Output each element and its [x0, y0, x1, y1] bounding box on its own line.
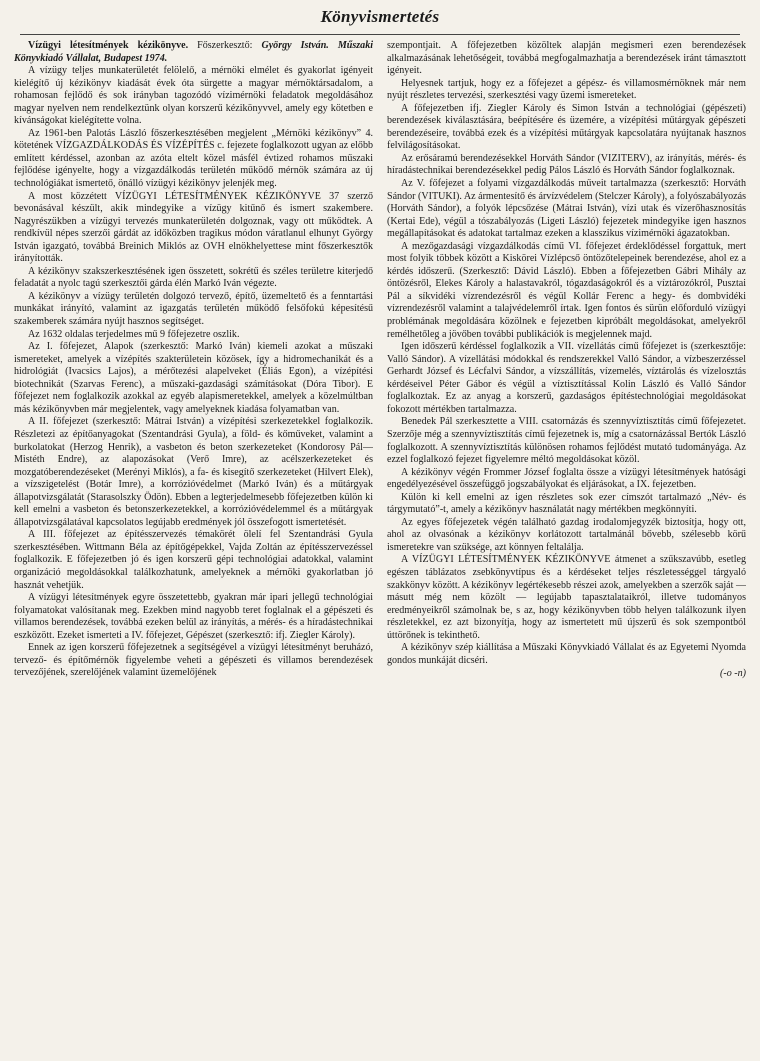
paragraph: Az I. főfejezet, Alapok (szerkesztő: Markó Iván) kiemeli azokat a műszaki ismereteket, amelyek a vízépítés szakterületein közösek, így a hidromechanikát és a hidrológiát (Ivacsics Lajos), a mérőtezési alapelveket (Éliás Egon), a vízépítési biotechnikát (Szarvas Ferenc), a műszaki-gazdasági számításokat (Dóra Tibor). E főfejezet nem foglalkozik azokkal az egyéb alapismeretekkel, amelyek a közelmúltban más kézikönyvben már megjelentek, vagy amelyeknek kiadása folyamatban van.	[14, 341, 373, 415]
paragraph: A kézikönyv szakszerkesztésének igen összetett, sokrétű és széles területre kiterjedő feladatát a nyolc tagú szerkesztői gárda élén Markó Iván végezte.	[14, 265, 373, 290]
paragraph: szempontjait. A főfejezetben közöltek alapján megismeri ezen berendezések alkalmazásának lehetőségeit, továbbá megfogalmazhatja a berendezések iránt támasztott igényeit.	[387, 40, 746, 77]
paragraph: Helyesnek tartjuk, hogy ez a főfejezet a gépész- és villamosmérnöknek már nem nyújt részletes tervezési, szerkesztési vagy üzemi ismereteket.	[387, 77, 746, 102]
book-title: Vízügyi létesítmények kézikönyve.	[28, 40, 189, 51]
paragraph: Az 1632 oldalas terjedelmes mű 9 főfejezetre oszlik.	[28, 328, 240, 340]
paragraph: A most közzétett VÍZÜGYI LÉTESÍTMÉNYEK KÉZIKÖNYVE 37 szerző bevonásával készült, akik mindegyike a vízügy kitűnő és ismert szakembere. Nagyrészükben a vízügyi tervezés munkaterületén dolgoznak, vagy ott működtek. A rendkívül népes szerzői gárdát az időközben tragikus módon váratlanul elhunyt György István igazgató, továbbá Breinich Miklós az OVH elnökhelyettese mint főszerkesztők irányították.	[14, 190, 373, 265]
paragraph: A vízügyi létesítmények egyre összetettebb, gyakran már ipari jellegű technológiai folyamatokat valósítanak meg. Ezekben mind nagyobb teret foglalnak el a gépészeti és villamos berendezések, továbbá ezeken belül az irányítás, a mérés- és a híradástechnikai eszközött. Ezeket ismerteti a IV. főfejezet, Gépészet (szerkesztő: ifj. Ziegler Károly).	[14, 592, 373, 641]
paragraph: Az V. főfejezet a folyami vízgazdálkodás műveit tartalmazza (szerkesztő: Horváth Sándor (VITUKI). Az ármentesítő és árvízvédelem (Stelczer Károly), a folyószabályozás (Horváth Sándor), a folyók lépcsőzése (Mátrai István), vízi utak és vízerőhasznosítás (Kertai Ede), végül a tószabályozás (Ligeti László) fejezetek mindegyike igen hasznos megállapításokat és adatokat tartalmaz ezeken a klasszikus vízimérnöki ágazatokban.	[387, 178, 746, 240]
article-columns	[14, 35, 746, 1058]
paragraph: A vízügy teljes munkaterületét felölelő, a mérnöki elmélet és gyakorlat igényeit kielégítő új kézikönyv kiadását évek óta sürgette a magyar mérnöktársadalom, a rohamosan fejlődő és sok irányban tagozódó vízimérnöki feladatok megoldásához magyar nyelven nem rendelkeztünk olyan korszerű kézikönyvvel, amely egy kötetben e kívánságokat kielégítette volna.	[14, 65, 373, 127]
paragraph: A kézikönyv szép kiállítása a Műszaki Könyvkiadó Vállalat és az Egyetemi Nyomda gondos munkáját dicséri.	[387, 642, 746, 666]
paragraph: A főfejezetben ifj. Ziegler Károly és Simon István a technológiai (gépészeti) berendezések kiválasztására, beépítésére és üzemére, a vízépítési műtárgyak gépészeti berendezéseire, továbbá ezek és a vízépítési műtárgyak kapcsolatára nyújtanak hasznos felvilágosításokat.	[387, 102, 746, 152]
left-column	[14, 40, 373, 1058]
paragraph: Ennek az igen korszerű főfejezetnek a segítségével a vízügyi létesítményt beruházó, tervező- és építőmérnök figyelembe veheti a gépészeti és villamos berendezések tervezőjének, szerelőjének valamint üzemelőjének	[14, 642, 373, 679]
paragraph: A mezőgazdasági vízgazdálkodás című VI. főfejezet érdeklődéssel forgattuk, mert most folyik többek között a Kiskörei Vízlépcső öntözőtelepeinek berendezése, ahol ez a kérdés időszerű. (Szerkesztő: Dávid László). Ebben a főfejezetben Gábri Mihály az öntözésről, Elekes Károly a halastavakról, tógazdaságokról és a víztározókról, Pusztai Pál a síkvidéki vízrendezésről és végül Kollár Ferenc a hegy- és dombvidéki vízrendezésről valamint a talajvédelemről írtak. Igen fontos és sürün előforduló vízügyi problémának megoldására közölnek e fejezetben kipróbált megoldásokat, amelyekről remélhetőleg a jövőben további publikációk is megjelennek majd.	[387, 240, 746, 340]
right-column	[387, 40, 746, 1058]
section-header	[20, 0, 740, 35]
bibliography	[14, 40, 373, 65]
editor-label: Főszerkesztő:	[197, 40, 253, 51]
paragraph: Az erősáramú berendezésekkel Horváth Sándor (VIZITERV), az irányítás, mérés- és híradástechnikai berendezésekkel pedig Pálos László és Horváth Sándor foglalkoznak.	[387, 152, 746, 177]
section-title: Könyvismertetés	[320, 7, 440, 26]
paragraph: A III. főfejezet az építésszervezés témakörét ölelí fel Szentandrási Gyula szerkesztésében. Wittmann Béla az építőgépekkel, Vajda Zoltán az építésszervezéssel foglalkozik. E főfejezetben jó és igen korszerű gépi technológiai adatokkal, valamint organizáció megoldásokkal találkozhatunk, amelyeknek a mérnöki gyakorlatban jó hasznát vehetjük.	[14, 529, 373, 591]
paragraph: A kézikönyv a vízügy területén dolgozó tervező, építő, üzemeltető és a fenntartási munkákat irányító, valamint az igazgatás területén működő felsőfokú képesítésű szakemberek számára nyújt hasznos segítséget.	[14, 290, 373, 328]
paragraph: Benedek Pál szerkesztette a VIII. csatornázás és szennyvíztisztítás című főfejezetet. Szerzője még a szennyvíztisztítás című fejezetnek is, míg a csatornázással Bertók László foglalkozott. A szennyvíztisztítás különösen rohamos fejlődést mutató tudományága. Az ezzel foglalkozó fejezet figyelemre méltó megoldásokat közöl.	[387, 416, 746, 466]
paragraph: Igen időszerű kérdéssel foglalkozik a VII. vízellátás című főfejezet is (szerkesztője: Valló Sándor). A vízellátási módokkal és rendszerekkel Valló Sándor, a vízbeszerzéssel Gerhardt József és Lécfalvi Sándor, a vízszállítás, vízemelés, víztárolás és vízelosztás kérdéseivel Péter Gábor és végül a víztisztítással Kolin László és Valló Sándor foglalkoztak. Ez az anyag a korszerű, gazdaságos építéstechnológiai megoldásokat fokozott mértékben tartalmazza.	[387, 341, 746, 415]
paragraph: Külön ki kell emelni az igen részletes sok ezer címszót tartalmazó „Név- és tárgymutató”-t, amely a kézikönyv használatát nagy mértékben megkönnyíti.	[387, 491, 746, 516]
paragraph: A kézikönyv végén Frommer József foglalta össze a vízügyi létesítmények hatósági engedélyezésével összefüggő jogszabályokat és eljárásokat, a IX. fejezetben.	[387, 466, 746, 491]
paragraph: Az 1961-ben Palotás László főszerkesztésében megjelent „Mérnöki kézikönyv” 4. kötetének VÍZGAZDÁLKODÁS ÉS VÍZÉPÍTÉS c. fejezete foglalkozott ugyan az előbb említett kérdéssel, azonban az azóta eltelt közel másfél évtized rohamos műszaki fejlődése igényelte, hogy a vízgazdálkodás területén működő mérnök számára az új technológiákat ismertető, önálló vízügyi kézikönyv jelenjék meg.	[14, 127, 373, 190]
paragraph: A II. főfejezet (szerkesztő: Mátrai István) a vízépítési szerkezetekkel foglalkozik. Részletezi az építőanyagokat (Szentandrási Gyula), a föld- és kőműveket, valamint a burkolatokat (Herzog Henrik), a vasbeton és beton szerkezeteket (Kondorosy Pál—Mistéth Endre), az alapozásokat (Verő Imre), az acélszerkezeteket és mozgatóberendezéseket (Merényi Miklós), a fa- és kisegítő szerkezeteket (Hilvert Elek), a vízszigetelést (Botár Imre), a korrózióvédelmet (Markó Iván) és a műtárgyak állapotvizsgálatát (Starasolszky Ödön). Ebben a legterjedelmesebb főfejezetben külön ki kell emelni a vasbeton és betonszerkezetekkel, a korrózióvédelemmel és a műtárgyak állapotvizsgálatával kapcsolatos legújabb eredmények jól összefogott ismertetését.	[14, 416, 373, 528]
author-signature: (-o -n)	[720, 668, 746, 680]
paragraph: A VÍZÜGYI LÉTESÍTMÉNYEK KÉZIKÖNYVE átmenet a szűkszavúbb, esetleg egészen táblázatos zsebkönyvtípus és a kérdéseket teljes részletességgel tárgyaló szakkönyv között. A kézikönyv legértékesebb részei azok, amelyekben a szerzők saját — másutt még nem közölt — legújabb tapasztalataikról, illetve tudományos eredményeikről számolnak be, s az, hogy kézikönyvben több helyen találkozunk ilyen részletekkel, ez azt bizonyítja, hogy az ismertetett mű újszerű és sok szempontból úttörőnek is tekinthető.	[387, 554, 746, 641]
paragraph: Az egyes főfejezetek végén található gazdag irodalomjegyzék biztosítja, hogy ott, ahol az olvasónak a kézikönyv korlátozott tartalmánál bővebb, szélesebb körű ismeretekre van szüksége, azt könnyen feltalálja.	[387, 516, 746, 553]
editor-imprint: György István. Műszaki Könyvkiadó Vállalat, Budapest 1974.	[14, 40, 373, 64]
